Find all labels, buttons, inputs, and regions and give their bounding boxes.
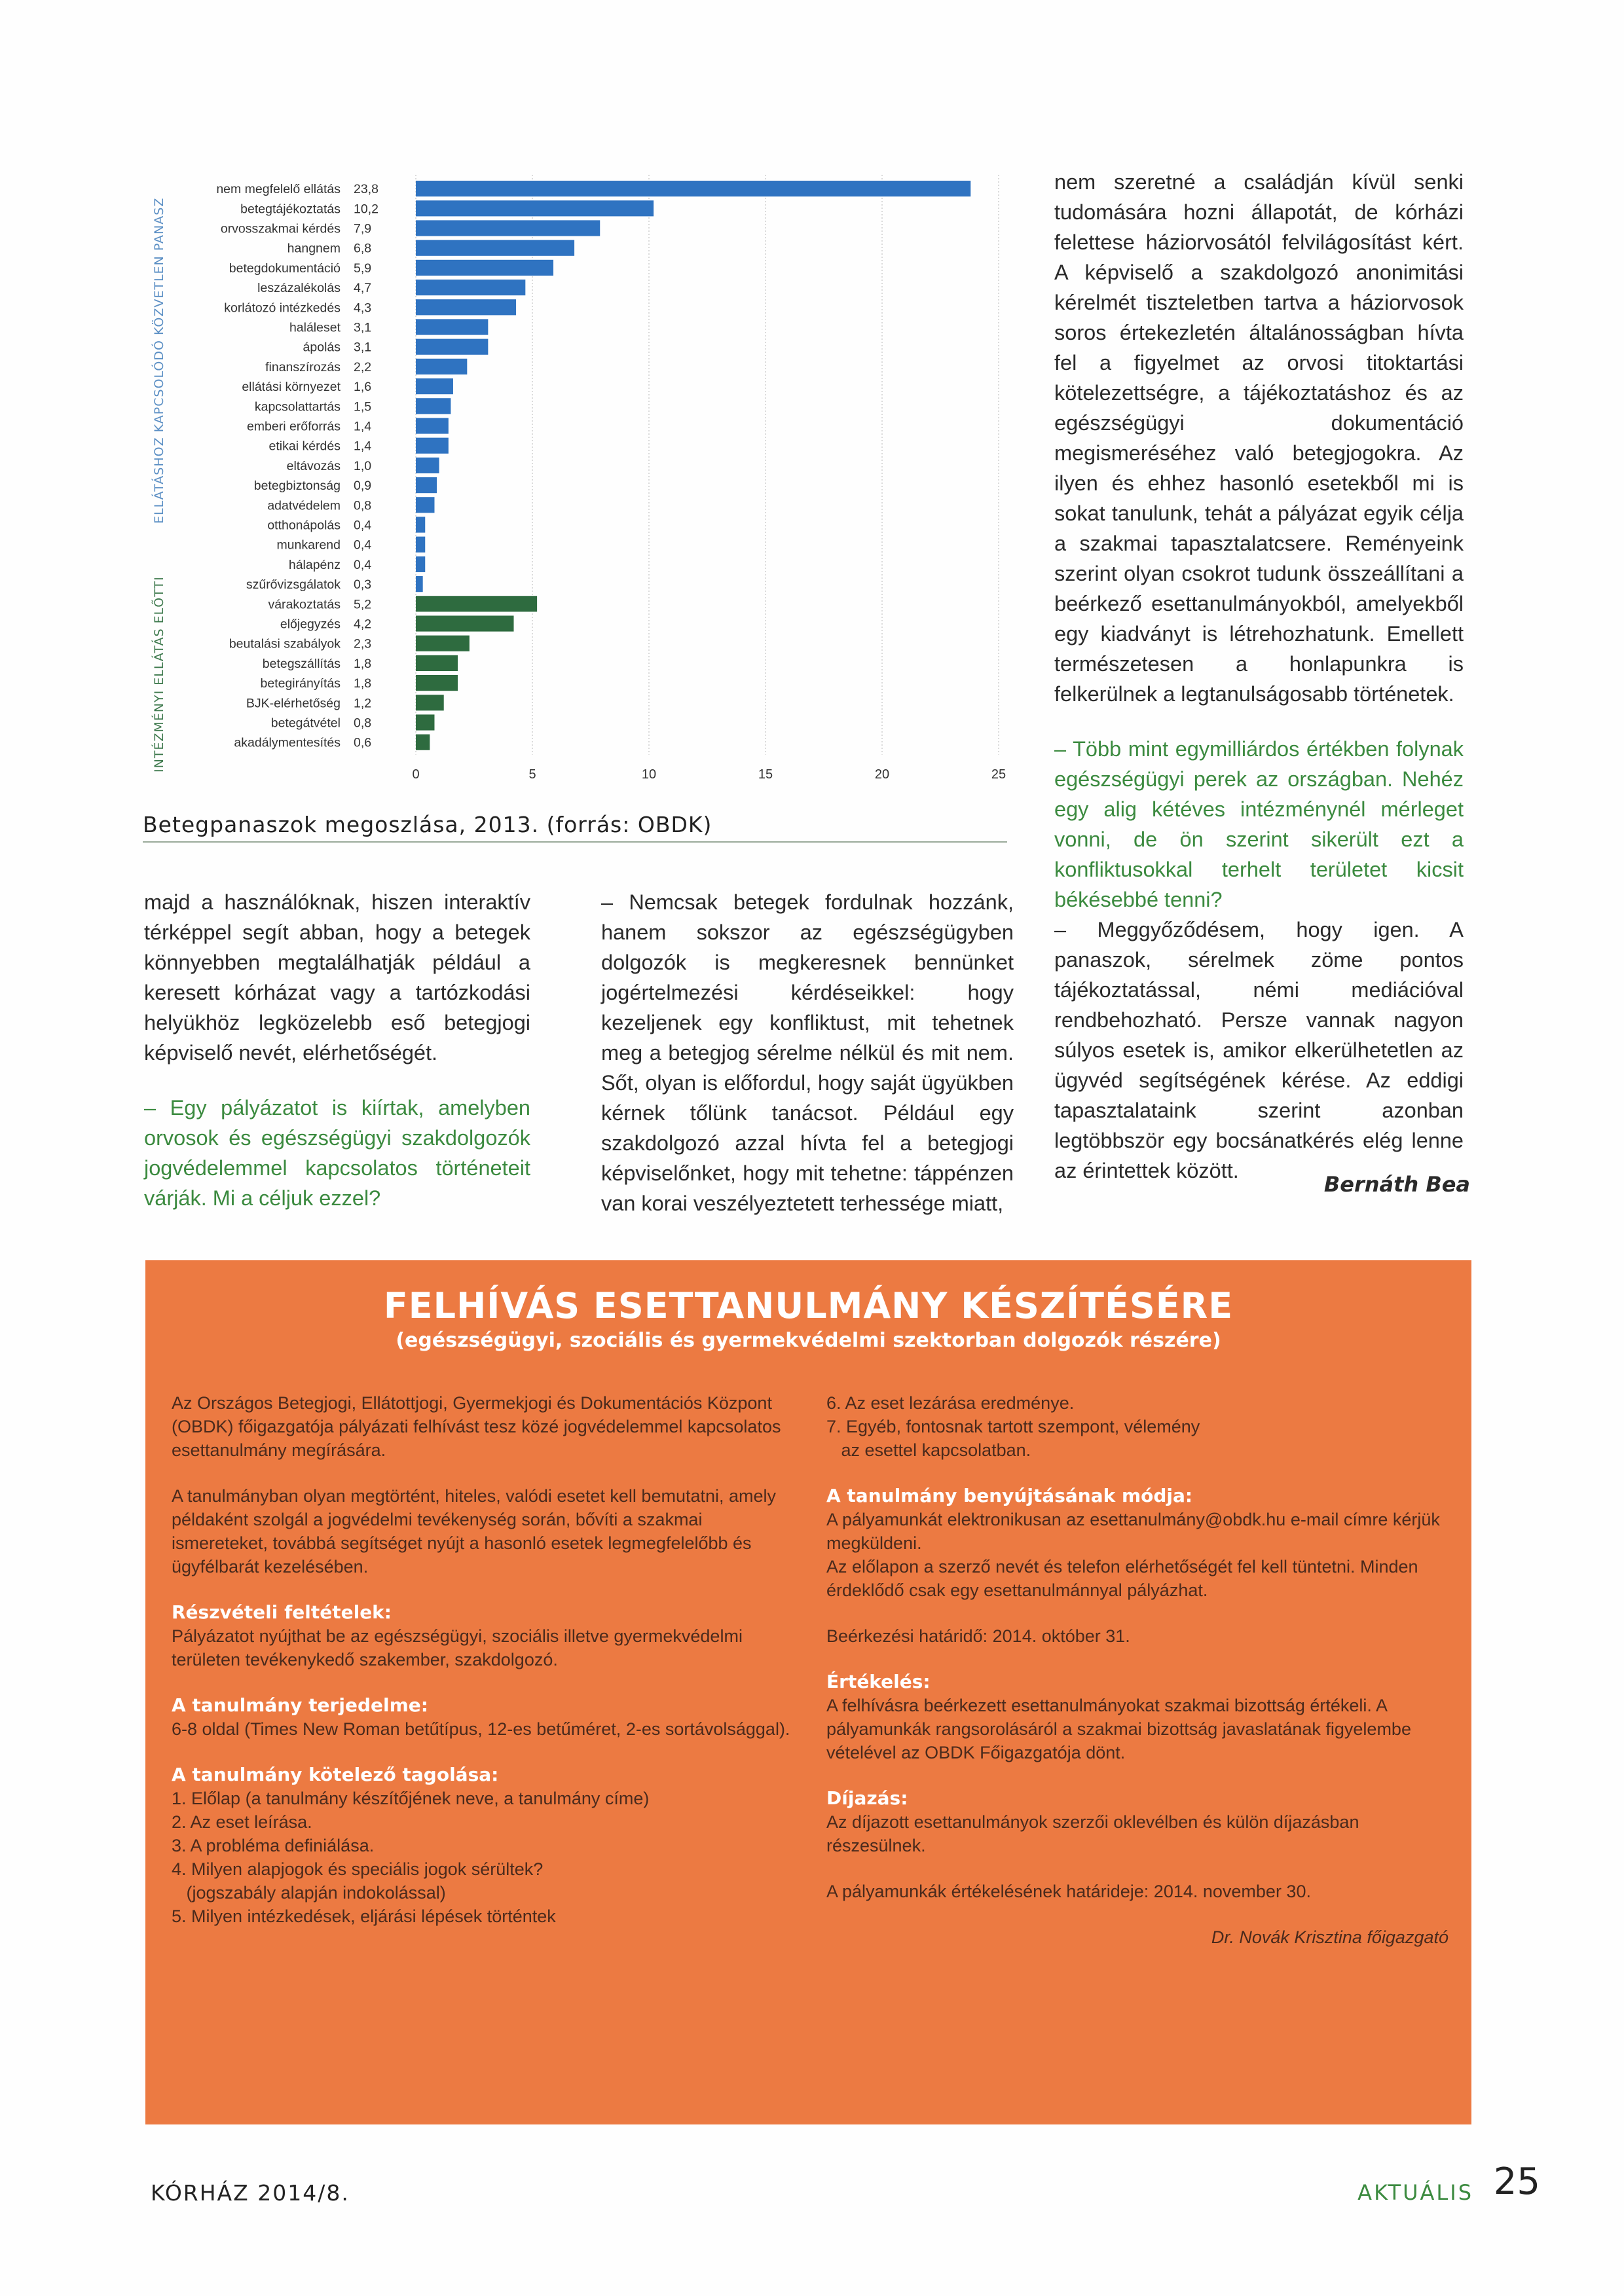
box-title: FELHÍVÁS ESETTANULMÁNY KÉSZÍTÉSÉRE <box>383 1285 1234 1326</box>
value-label: 5,2 <box>354 597 372 612</box>
box-intro: Az Országos Betegjogi, Ellátottjogi, Gyermekjogi és Dokumentációs Központ (OBDK) főigazgatója pályázati felhívást tesz közé jogvédelemmel kapcsolatos esettanulmány megírására. <box>172 1393 781 1460</box>
question: – Több mint egymilliárdos értékben folynak egészségügyi perek az országban. Nehéz egy alig kétéves intézménynél mérleget vonni, de ön szerint sikerült ezt a konfliktusokkal terhelt területet kicsit békésebbé tenni? <box>1054 737 1464 911</box>
category-label: otthonápolás <box>267 518 341 533</box>
bar <box>416 260 553 276</box>
author: Bernáth Bea <box>1323 1172 1470 1197</box>
submission-text-2: Az előlapon a szerző nevét és telefon elérhetőségét fel kell tüntetni. Minden érdeklődő csak egy esettanulmánnyal pályázhat. <box>826 1557 1418 1600</box>
category-label: hálapénz <box>288 557 341 572</box>
submission-section <box>826 1484 1449 1602</box>
group-label-pre: INTÉZMÉNYI ELLÁTÁS ELŐTTI <box>152 576 166 773</box>
category-label: betegdokumentáció <box>229 261 341 276</box>
paragraph: majd a használóknak, hiszen interaktív térképpel segít abban, hogy a betegek könnyebben megtalálhatják például a keresett kórházat vagy a tartózkodási helyükhöz legközelebb eső betegjogi képviselő nevét, elérhetőségét. <box>144 890 530 1065</box>
complaints-bar-chart <box>124 167 1015 822</box>
structure-section <box>172 1763 794 1928</box>
prize-section <box>826 1787 1449 1857</box>
value-label: 1,6 <box>354 380 372 395</box>
box-right-column <box>826 1391 1449 1949</box>
evaluation-section <box>826 1670 1449 1764</box>
category-label: akadálymentesítés <box>234 735 341 750</box>
bar <box>416 458 439 473</box>
evaluation-text: A felhívásra beérkezett esettanulmányokat szakmai bizottság értékeli. A pályamunkák rangsorolásáról a szakmai bizottság javaslatának figyelembe vételével az OBDK Főigazgatója dönt. <box>826 1696 1411 1762</box>
value-label: 1,2 <box>354 696 372 711</box>
value-label: 0,3 <box>354 577 372 592</box>
value-label: 3,1 <box>354 340 372 355</box>
length-section <box>172 1694 794 1741</box>
x-tick-label: 20 <box>874 767 890 782</box>
structure-item: 2. Az eset leírása. <box>172 1812 312 1832</box>
value-label: 1,0 <box>354 458 372 473</box>
category-label: ellátási környezet <box>242 380 341 395</box>
participation-heading: Részvételi feltételek: <box>172 1601 392 1623</box>
box-left-column <box>172 1391 794 1950</box>
value-label: 4,2 <box>354 617 372 632</box>
evaluation-heading: Értékelés: <box>826 1671 931 1692</box>
article-column-2 <box>601 887 1014 1243</box>
category-label: szűrővizsgálatok <box>246 577 341 592</box>
question: – Egy pályázatot is kiírtak, amelyben orvosok és egészségügyi szakdolgozók jogvédelemmel kapcsolatos történeteit várják. Mi a céljuk ezzel? <box>144 1096 530 1210</box>
value-label: 4,7 <box>354 281 372 296</box>
category-label: finanszírozás <box>265 359 341 374</box>
x-tick-label: 0 <box>412 767 420 782</box>
category-label: korlátozó intézkedés <box>224 301 341 316</box>
category-label: betegtájékoztatás <box>240 202 341 217</box>
bar <box>416 714 434 730</box>
bar <box>416 181 970 196</box>
bar <box>416 240 574 256</box>
value-label: 0,4 <box>354 538 372 553</box>
value-label: 2,2 <box>354 359 372 374</box>
bar <box>416 299 516 315</box>
paragraph: nem szeretné a családján kívül senki tudomására hozni állapotát, de kórházi felettese háziorvosától felvilágosítást kért. A képviselő a szakdolgozó anonimitási kérelmét tiszteletben tartva a háziorvosok soros értekezletén általánosságban hívta fel a figyelmet az orvosi titoktartási kötelezettségre, a tájékoztatáshoz és az egészségügyi dokumentáció megismeréséhez való betegjogokra. Az ilyen és ehhez hasonló esetekből mi is sokat tanulunk, tehát a pályázat egyik célja a szakmai tapasztalatcsere. Reményeink szerint olyan csokrot tudunk összeállítani a beérkező esettanulmányokból, amelyekből egy kiadványt is létrehozhatunk. Emellett természetesen a honlapunkra is felkerülnek a legtanulságosabb történetek. <box>1054 170 1464 706</box>
value-label: 10,2 <box>354 202 378 217</box>
bar <box>416 735 430 750</box>
category-label: munkarend <box>276 538 341 553</box>
bar <box>416 200 654 216</box>
paragraph: – Nemcsak betegek fordulnak hozzánk, hanem sokszor az egészségügyben dolgozók is megkeresnek bennünket jogértelmezési kérdéseikkel: hogy kezeljenek egy konfliktust, mit tehetnek meg a betegjog sérelme nélkül és mit nem. Sőt, olyan is előfordul, hogy saját ügyükben kérnek tőlünk tanácsot. Például egy szakdolgozó azzal hívta fel a betegjogi képviselőnket, hogy mit tehetne: táppénzen van korai veszélyeztetett terhessége miatt, <box>601 890 1014 1215</box>
bar <box>416 339 488 355</box>
submission-text: A pályamunkát elektronikusan az esettanulmány@obdk.hu e-mail címre kérjük megküldeni. <box>826 1510 1440 1553</box>
category-label: adatvédelem <box>267 498 341 513</box>
paragraph: – Meggyőződésem, hogy igen. A panaszok, sérelmek zöme pontos tájékoztatással, némi mediációval rendbehozható. Persze vannak nagyon súlyos esetek is, amikor elkerülhetetlen az ügyvéd segítségének kérése. Az eddigi tapasztalataink szerint azonban legtöbbször egy bocsánatkérés elég lenne az érintettek között. <box>1054 918 1464 1182</box>
box-intro2: A tanulmányban olyan megtörtént, hiteles, valódi esetet kell bemutatni, amely példaként szolgál a jogvédelmi tevékenység során, bővíti a szakmai ismereteket, továbbá segítséget nyújt a hasonló esetek legmegfelelőbb és ügyfélbarát kezelésében. <box>172 1486 777 1576</box>
value-label: 0,8 <box>354 498 372 513</box>
submission-heading: A tanulmány benyújtásának módja: <box>826 1485 1193 1506</box>
length-heading: A tanulmány terjedelme: <box>172 1694 428 1716</box>
category-label: orvosszakmai kérdés <box>220 221 341 236</box>
value-label: 6,8 <box>354 241 372 256</box>
value-label: 0,4 <box>354 557 372 572</box>
category-label: betegirányítás <box>260 676 341 691</box>
bar <box>416 655 458 671</box>
value-label: 1,8 <box>354 656 372 671</box>
bar <box>416 615 514 631</box>
bar <box>416 319 488 335</box>
chart-caption: Betegpanaszok megoszlása, 2013. (forrás: OBDK) <box>143 812 1007 843</box>
structure-item: 4. Milyen alapjogok és speciális jogok sérültek? <box>172 1859 544 1879</box>
structure-item: 5. Milyen intézkedések, eljárási lépések történtek <box>172 1906 556 1926</box>
structure-item: 1. Előlap (a tanulmány készítőjének neve, a tanulmány címe) <box>172 1789 650 1808</box>
structure-item: az esettel kapcsolatban. <box>826 1440 1031 1460</box>
structure-item: (jogszabály alapján indokolással) <box>172 1883 446 1903</box>
value-label: 0,8 <box>354 716 372 731</box>
participation-section <box>172 1601 794 1671</box>
value-label: 1,4 <box>354 419 372 434</box>
prize-heading: Díjazás: <box>826 1787 908 1809</box>
structure-item: 6. Az eset lezárása eredménye. <box>826 1393 1075 1413</box>
prize-text: Az díjazott esettanulmányok szerzői oklevélben és külön díjazásban részesülnek. <box>826 1812 1359 1855</box>
bar <box>416 556 425 572</box>
category-label: előjegyzés <box>280 617 341 632</box>
structure-continued <box>826 1391 1449 1462</box>
category-label: ápolás <box>303 340 341 355</box>
structure-item: 7. Egyéb, fontosnak tartott szempont, vélemény <box>826 1417 1200 1436</box>
evaluation-deadline: A pályamunkák értékelésének határideje: 2014. november 30. <box>826 1882 1311 1901</box>
value-label: 7,9 <box>354 221 372 236</box>
category-label: várakoztatás <box>268 597 341 612</box>
article-column-3 <box>1054 167 1464 1211</box>
category-label: nem megfelelő ellátás <box>216 182 341 197</box>
article-column-1 <box>144 887 530 1238</box>
category-label: kapcsolattartás <box>254 399 341 414</box>
structure-heading: A tanulmány kötelező tagolása: <box>172 1764 499 1785</box>
page-number: 25 <box>1493 2160 1540 2203</box>
bar <box>416 517 425 532</box>
length-text: 6-8 oldal (Times New Roman betűtípus, 12-es betűméret, 2-es sortávolsággal). <box>172 1719 790 1739</box>
participation-text: Pályázatot nyújthat be az egészségügyi, szociális illetve gyermekvédelmi területen tevékenykedő szakember, szakdolgozó. <box>172 1626 743 1669</box>
bar <box>416 359 467 374</box>
x-tick-label: 15 <box>758 767 773 782</box>
value-label: 2,3 <box>354 636 372 651</box>
deadline: Beérkezési határidő: 2014. október 31. <box>826 1626 1130 1646</box>
bar <box>416 695 444 710</box>
bar <box>416 497 434 513</box>
section-name: AKTUÁLIS <box>1357 2180 1473 2205</box>
bar <box>416 596 537 611</box>
value-label: 3,1 <box>354 320 372 335</box>
call-for-papers-box <box>145 1260 1471 2124</box>
bar <box>416 636 470 651</box>
value-label: 1,8 <box>354 676 372 691</box>
category-label: etikai kérdés <box>268 439 341 454</box>
box-subtitle: (egészségügyi, szociális és gyermekvédelmi szektorban dolgozók részére) <box>396 1329 1221 1352</box>
value-label: 5,9 <box>354 261 372 276</box>
category-label: betegszállítás <box>262 656 341 671</box>
bar <box>416 220 600 236</box>
magazine-issue: KÓRHÁZ 2014/8. <box>151 2180 350 2206</box>
value-label: 1,5 <box>354 399 372 414</box>
bar <box>416 418 449 433</box>
value-label: 0,9 <box>354 479 372 494</box>
value-label: 23,8 <box>354 182 378 197</box>
bar <box>416 280 525 295</box>
bar <box>416 477 437 493</box>
category-label: betegbiztonság <box>253 479 341 494</box>
x-tick-label: 25 <box>991 767 1006 782</box>
bar <box>416 398 451 414</box>
category-label: beutalási szabályok <box>229 636 341 651</box>
bar <box>416 438 449 454</box>
structure-item: 3. A probléma definiálása. <box>172 1836 375 1855</box>
bar <box>416 378 453 394</box>
value-label: 1,4 <box>354 439 372 454</box>
bar <box>416 537 425 553</box>
category-label: BJK-elérhetőség <box>246 696 341 711</box>
group-label-direct: ELLÁTÁSHOZ KAPCSOLÓDÓ KÖZVETLEN PANASZ <box>152 197 166 524</box>
category-label: emberi erőforrás <box>246 419 341 434</box>
bar <box>416 675 458 691</box>
signature: Dr. Novák Krisztina főigazgató <box>1211 1927 1449 1947</box>
x-tick-label: 5 <box>528 767 536 782</box>
category-label: haláleset <box>289 320 341 335</box>
x-tick-label: 10 <box>641 767 657 782</box>
bar <box>416 576 423 592</box>
category-label: eltávozás <box>286 458 341 473</box>
category-label: hangnem <box>287 241 341 256</box>
category-label: betegátvétel <box>270 716 341 731</box>
value-label: 0,4 <box>354 518 372 533</box>
value-label: 4,3 <box>354 301 372 316</box>
value-label: 0,6 <box>354 735 372 750</box>
category-label: leszázalékolás <box>257 281 341 296</box>
